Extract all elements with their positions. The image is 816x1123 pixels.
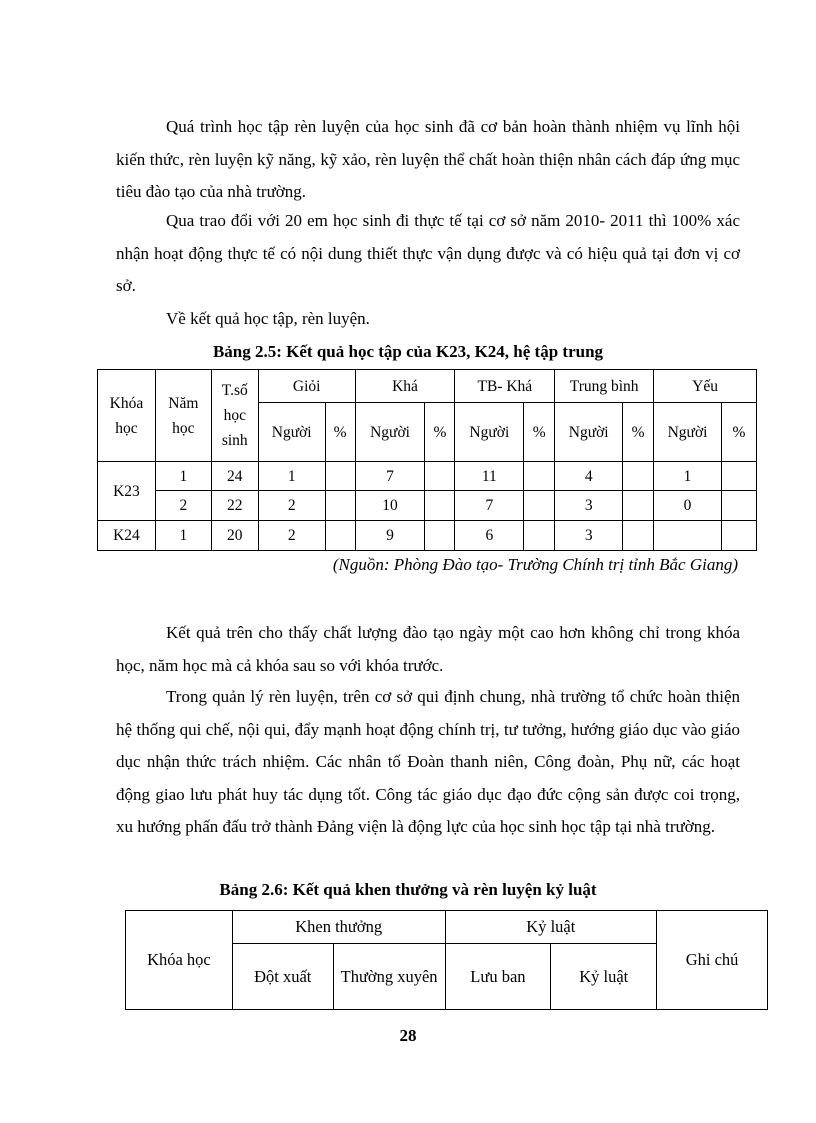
table-source-note: (Nguồn: Phòng Đào tạo- Trường Chính trị tỉnh Bắc Giang) [332, 555, 738, 574]
subheader-thuong-xuyen: Thường xuyên [333, 944, 445, 1010]
header-ghi-chu: Ghi chú [657, 911, 768, 1010]
subheader-ky-luat: Kỷ luật [551, 944, 657, 1010]
cell-tso: 24 [211, 462, 258, 491]
cell-tbkha: 11 [455, 462, 524, 491]
paragraph-1: Quá trình học tập rèn luyện của học sinh đã cơ bản hoàn thành nhiệm vụ lĩnh hội kiến thức, rèn luyện kỹ năng, kỹ xảo, rèn luyện thể chất hoàn thiện nhân cách đáp ứng mục tiêu đào tạo của nhà trường. [116, 117, 740, 202]
header-tong-so: T.số học sinh [211, 370, 258, 462]
subheader-pct: % [721, 403, 756, 462]
header-gioi: Giỏi [258, 370, 355, 403]
header-khoa-hoc: Khóa học [126, 911, 233, 1010]
subheader-nguoi: Người [455, 403, 524, 462]
subheader-luu-ban: Lưu ban [445, 944, 551, 1010]
cell-kha: 10 [355, 491, 425, 521]
table-row [98, 462, 757, 491]
subheader-dot-xuat: Đột xuất [232, 944, 333, 1010]
subheader-pct: % [524, 403, 555, 462]
discipline-table [125, 910, 768, 1010]
cell-kha: 7 [355, 462, 425, 491]
subheader-nguoi: Người [355, 403, 425, 462]
cell-empty [425, 462, 455, 491]
paragraph-2: Qua trao đổi với 20 em học sinh đi thực tế tại cơ sở năm 2010- 2011 thì 100% xác nhận hoạt động thực tế có nội dung thiết thực vận dụng được và có hiệu quả tại đơn vị cơ sở. [116, 211, 740, 296]
header-kha: Khá [355, 370, 455, 403]
cell-tb: 4 [555, 462, 623, 491]
subheader-nguoi: Người [258, 403, 325, 462]
paragraph-5: Trong quản lý rèn luyện, trên cơ sở qui định chung, nhà trường tổ chức hoàn thiện hệ thống qui chế, nội qui, đẩy mạnh hoạt động chính trị, tư tưởng, hướng giáo dục vào giáo dục nhận thức trách nhiệm. Các nhân tố Đoàn thanh niên, Công đoàn, Phụ nữ, các hoạt động giao lưu phát huy tác dụng tốt. Công tác giáo dục đạo đức cộng sản được coi trọng, xu hướng phấn đấu trở thành Đảng viện là động lực của học sinh học tập tại nhà trường. [116, 687, 740, 837]
cell-tso: 22 [211, 491, 258, 521]
cell-khoa: K24 [98, 521, 156, 551]
subheader-pct: % [623, 403, 654, 462]
cell-empty [524, 462, 555, 491]
cell-empty [325, 521, 355, 551]
cell-gioi: 1 [258, 462, 325, 491]
header-yeu: Yếu [654, 370, 757, 403]
cell-kha: 9 [355, 521, 425, 551]
subheader-nguoi: Người [654, 403, 722, 462]
cell-yeu: 0 [654, 491, 722, 521]
subheader-nguoi: Người [555, 403, 623, 462]
header-nam-hoc: Năm học [155, 370, 211, 462]
header-khen-thuong: Khen thưởng [232, 911, 445, 944]
cell-yeu [654, 521, 722, 551]
cell-tbkha: 7 [455, 491, 524, 521]
cell-tso: 20 [211, 521, 258, 551]
cell-nam: 1 [155, 462, 211, 491]
cell-gioi: 2 [258, 491, 325, 521]
cell-empty [721, 521, 756, 551]
header-khoa-hoc: Khóa học [98, 370, 156, 462]
results-table [97, 369, 757, 551]
cell-empty [623, 462, 654, 491]
header-tb-kha: TB- Khá [455, 370, 555, 403]
cell-nam: 1 [155, 521, 211, 551]
cell-tb: 3 [555, 521, 623, 551]
paragraph-4: Kết quả trên cho thấy chất lượng đào tạo ngày một cao hơn không chỉ trong khóa học, năm học mà cả khóa sau so với khóa trước. [116, 623, 740, 675]
page-number: 28 [399, 1026, 417, 1045]
cell-empty [425, 491, 455, 521]
cell-empty [721, 491, 756, 521]
cell-gioi: 2 [258, 521, 325, 551]
cell-yeu: 1 [654, 462, 722, 491]
cell-khoa: K23 [98, 462, 156, 521]
cell-empty [524, 521, 555, 551]
table-row [98, 491, 757, 521]
cell-empty [721, 462, 756, 491]
header-trung-binh: Trung bình [555, 370, 654, 403]
cell-empty [623, 521, 654, 551]
cell-nam: 2 [155, 491, 211, 521]
table-2-6-caption: Bảng 2.6: Kết quả khen thưởng và rèn luyện kỷ luật [219, 880, 597, 899]
cell-empty [623, 491, 654, 521]
cell-tbkha: 6 [455, 521, 524, 551]
table-row [98, 521, 757, 551]
cell-tb: 3 [555, 491, 623, 521]
subheader-pct: % [425, 403, 455, 462]
cell-empty [325, 491, 355, 521]
table-2-5-caption: Bảng 2.5: Kết quả học tập của K23, K24, hệ tập trung [212, 342, 604, 361]
header-ky-luat: Kỷ luật [445, 911, 657, 944]
subheader-pct: % [325, 403, 355, 462]
paragraph-3: Về kết quả học tập, rèn luyện. [166, 309, 370, 328]
cell-empty [524, 491, 555, 521]
cell-empty [325, 462, 355, 491]
cell-empty [425, 521, 455, 551]
